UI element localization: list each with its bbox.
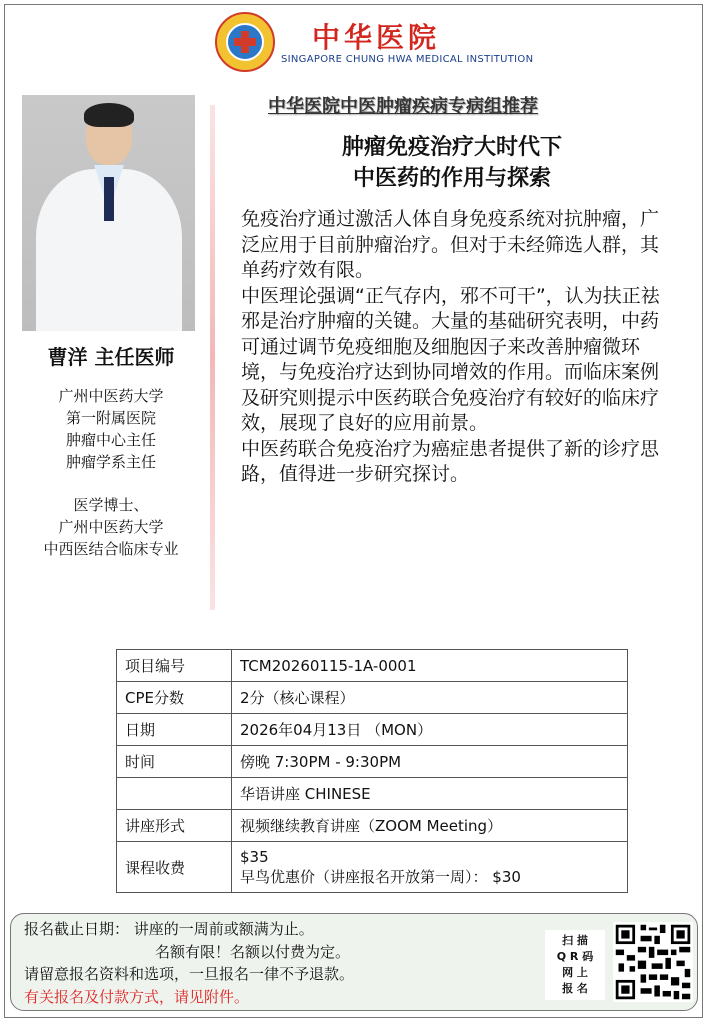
table-row: 时间 傍晚 7:30PM - 9:30PM xyxy=(117,746,628,778)
column-divider xyxy=(210,105,215,610)
scan-qr-label: 扫 描 Q R 码 网 上 报 名 xyxy=(545,930,605,1000)
refund-notice: 请留意报名资料和选项，一旦报名一律不予退款。 xyxy=(24,965,355,983)
quota-text: 名额有限！名额以付费为定。 xyxy=(155,943,351,961)
recommendation-heading: 中华医院中医肿瘤疾病专病组推荐 xyxy=(268,96,538,117)
registration-qr-code[interactable] xyxy=(613,922,693,1002)
table-row: 讲座形式 视频继续教育讲座（ZOOM Meeting） xyxy=(117,810,628,842)
description-paragraph: 中医理论强调“正气存内，邪不可干”，认为扶正祛邪是治疗肿瘤的关键。大量的基础研究表明，中药可通过调节免疫细胞及细胞因子来改善肿瘤微环境，与免疫治疗达到协同增效的作用。而临床案例及研究则提示中医药联合免疫治疗有较好的临床疗效，展现了良好的应用前景。 xyxy=(241,284,660,434)
lecture-info-table xyxy=(116,649,628,893)
doctor-qualification: 医学博士、 广州中医药大学 中西医结合临床专业 xyxy=(43,496,179,558)
description-paragraph: 中医药联合免疫治疗为癌症患者提供了新的诊疗思路，值得进一步研究探讨。 xyxy=(241,437,660,485)
description-paragraph: 免疫治疗通过激活人体自身免疫系统对抗肿瘤，广泛应用于目前肿瘤治疗。但对于未经筛选人群，其单药疗效有限。 xyxy=(241,208,660,281)
hospital-name: 中华医院 xyxy=(312,21,441,54)
payment-notice: 有关报名及付款方式，请见附件。 xyxy=(24,988,250,1006)
lecture-title-line-1: 肿瘤免疫治疗大时代下 xyxy=(341,135,562,160)
doctor-name: 曹洋 主任医师 xyxy=(47,345,175,369)
hospital-seal-logo xyxy=(215,12,275,72)
lecture-title-line-2: 中医药的作用与探索 xyxy=(352,166,551,191)
table-row: 日期 2026年04月13日 （MON） xyxy=(117,714,628,746)
table-row: 华语讲座 CHINESE xyxy=(117,778,628,810)
table-row: CPE分数 2分（核心课程） xyxy=(117,682,628,714)
deadline-text: 报名截止日期： 讲座的一周前或额满为止。 xyxy=(24,920,314,938)
hospital-english-name: SINGAPORE CHUNG HWA MEDICAL INSTITUTION xyxy=(281,54,534,65)
table-row: 项目编号 TCM20260115-1A-0001 xyxy=(117,650,628,682)
doctor-photo xyxy=(22,95,195,331)
table-row-fee: 课程收费 $35 早鸟优惠价（讲座报名开放第一周）： $30 xyxy=(117,842,628,893)
doctor-affiliation: 广州中医药大学 第一附属医院 肿瘤中心主任 肿瘤学系主任 xyxy=(58,387,164,471)
lecture-description xyxy=(241,207,673,488)
